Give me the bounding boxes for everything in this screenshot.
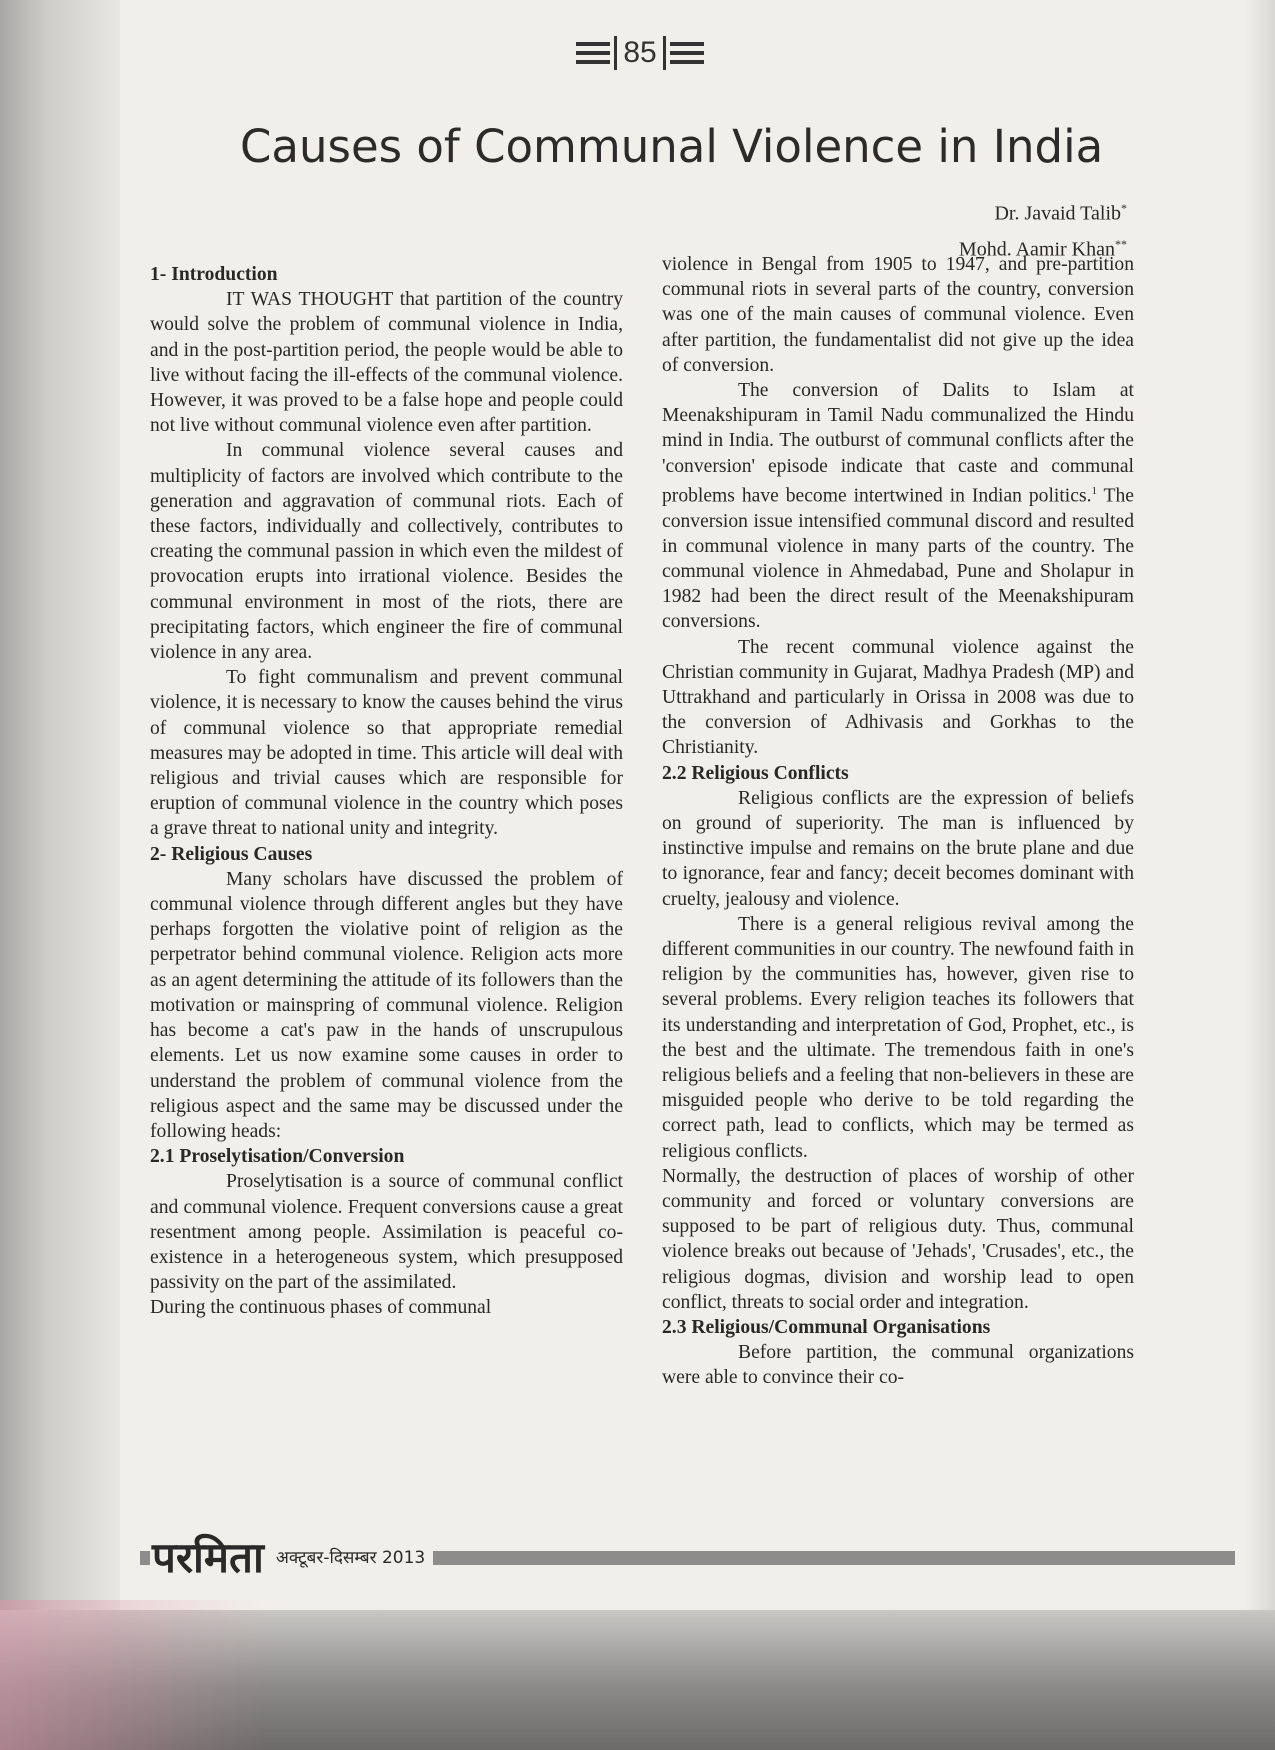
subsection-heading-communal-organisations: 2.3 Religious/Communal Organisations — [662, 1317, 991, 1339]
author-2: Mohd. Aamir Khan** — [958, 236, 1127, 261]
footnote-marker: 1 — [1091, 484, 1097, 497]
paragraph: The recent communal violence against the Christian community in Gujarat, Madhya Pradesh (MP) and Uttrakhand and particularly in Orissa in 2008 was due to the conversion of Adhivasis and Gorkhas to the Christianity. — [662, 636, 1134, 759]
subsection-heading-religious-conflicts: 2.2 Religious Conflicts — [662, 762, 849, 784]
journal-footer — [150, 1530, 433, 1582]
paragraph: Before partition, the communal organizations were able to convince their co- — [662, 1342, 1134, 1389]
page-number: 85 — [614, 36, 665, 70]
article-title: Causes of Communal Violence in India — [240, 120, 1104, 173]
paragraph: In communal violence several causes and multiplicity of factors are involved which contribute to the generation and aggravation of communal riots. Each of these factors, individually and collectively, contributes to creating the communal passion in which even the mildest of provocation erupts into irrational violence. Besides the communal environment in most of the riots, there are precipitating factors, which engineer the fire of communal violence in any area. — [150, 440, 623, 664]
paragraph: violence in Bengal from 1905 to 1947, and pre-partition communal riots in several parts of the country, conversion was one of the main causes of communal violence. Even after partition, the fundamentalist did not give up the idea of conversion. — [662, 254, 1134, 376]
header-ornament-right — [670, 42, 704, 64]
scan-color-cast — [0, 1600, 260, 1750]
journal-logo: परमिता — [152, 1532, 264, 1582]
paragraph: IT WAS THOUGHT that partition of the country would solve the problem of communal violence in India, and in the post-partition period, the people would be able to live without facing the ill-effects of the communal violence. However, it was proved to be a false hope and people could not live without communal violence even after partition. — [150, 289, 623, 437]
section-heading-introduction: 1- Introduction — [150, 264, 278, 285]
paragraph: To fight communalism and prevent communal violence, it is necessary to know the causes behind the virus of communal violence so that appropriate remedial measures may be adopted in time. This article will deal with religious and trivial causes which are responsible for eruption of communal violence in the country which poses a grave threat to national unity and integrity. — [150, 667, 623, 840]
subsection-heading-proselytisation: 2.1 Proselytisation/Conversion — [150, 1146, 405, 1168]
section-heading-religious-causes: 2- Religious Causes — [150, 843, 313, 865]
page-number-header — [560, 28, 720, 78]
author-1: Dr. Javaid Talib* — [994, 201, 1127, 225]
binding-shadow — [0, 0, 120, 1750]
paragraph: During the continuous phases of communal — [150, 1297, 492, 1319]
right-column — [662, 252, 1134, 1391]
page-edge — [1245, 0, 1275, 1750]
paragraph: Proselytisation is a source of communal conflict and communal violence. Frequent conversions cause a great resentment among people. Assimilation is peaceful co-existence in a heterogeneous system, which presupposed passivity on the part of the assimilated. — [150, 1171, 623, 1294]
issue-date: अक्टूबर-दिसम्बर 2013 — [275, 1547, 426, 1568]
paragraph: There is a general religious revival among the different communities in our country. The newfound faith in religion by the communities has, however, given rise to several problems. Every religion teaches its followers that its understanding and interpretation of God, Prophet, etc., is the best and the ultimate. The tremendous faith in one's religious beliefs and a feeling that non-believers in these are misguided people who derive to be told regarding the correct path, lead to conflicts, which may be termed as religious conflicts. — [662, 913, 1134, 1162]
paragraph: Normally, the destruction of places of worship of other community and forced or voluntary conversions are supposed to be part of religious duty. Thus, communal violence breaks out because of 'Jehads', 'Crusades', etc., the religious dogmas, division and worship lead to open conflict, threats to social order and integration. — [662, 1165, 1134, 1313]
header-ornament-left — [576, 42, 610, 64]
left-column — [150, 262, 623, 1321]
paragraph: Many scholars have discussed the problem of communal violence through different angles but they have perhaps forgotten the violative point of religion as the perpetrator behind communal violence. Religion acts more as an agent determining the attitude of its followers than the motivation or mainspring of communal violence. Religion has become a cat's paw in the hands of unscrupulous elements. Let us now examine some causes in order to understand the problem of communal violence from the religious aspect and the same may be discussed under the following heads: — [150, 868, 623, 1142]
paragraph: The conversion of Dalits to Islam at Meenakshipuram in Tamil Nadu communalized the Hindu mind in India. The outburst of communal conflicts after the 'conversion' episode indicate that caste and communal problems have become intertwined in Indian politics.$^1$ The conversion issue intensified communal discord and resulted in communal violence in many parts of the country. The communal violence in Ahmedabad, Pune and Sholapur in 1982 had been the direct result of the Meenakshipuram conversions. — [662, 380, 1134, 633]
paragraph: Religious conflicts are the expression of beliefs on ground of superiority. The man is influenced by instinctive impulse and remains on the brute plane and due to ignorance, fear and fancy; deceit becomes dominant with cruelty, jealousy and violence. — [662, 787, 1134, 910]
